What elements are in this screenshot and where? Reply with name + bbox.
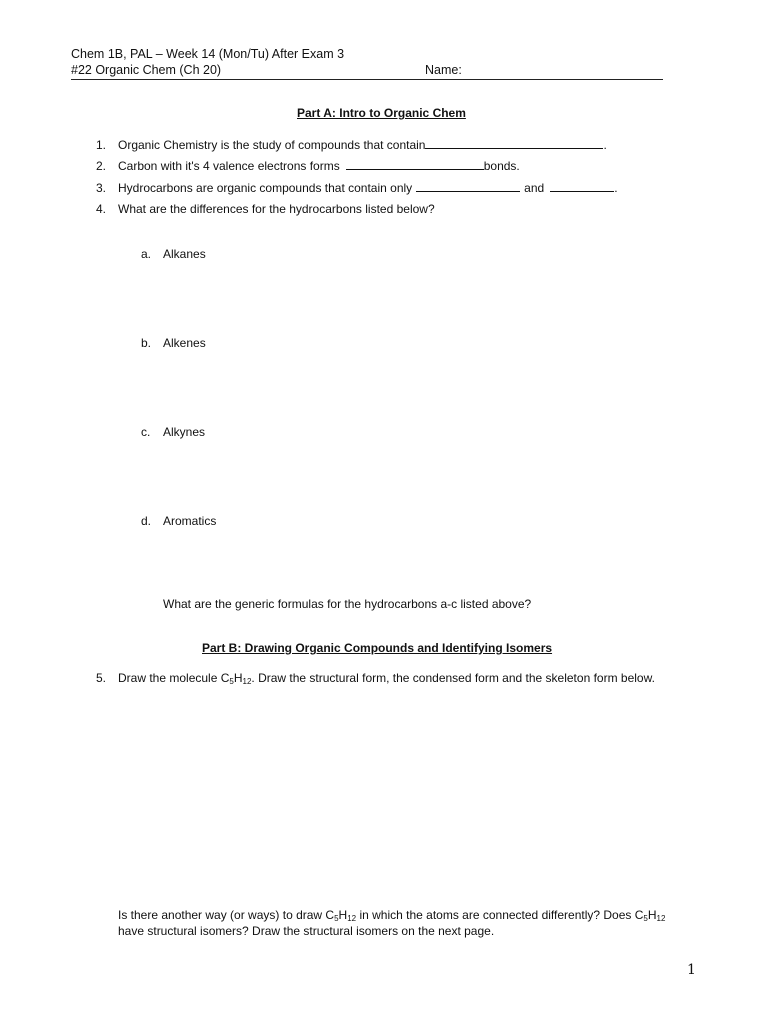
subitem-letter: c. <box>141 425 151 439</box>
subitem-letter: a. <box>141 247 152 261</box>
answer-blank[interactable] <box>416 180 520 192</box>
subitem-letter: d. <box>141 514 152 528</box>
q5-subscript: 5 <box>229 677 234 686</box>
isomer-subscript: 12 <box>347 914 357 923</box>
subitem-alkenes <box>141 336 206 350</box>
answer-blank[interactable] <box>425 137 603 149</box>
isomer-subscript: 5 <box>643 914 648 923</box>
question-end: bonds. <box>483 159 520 173</box>
question-number: 3. <box>96 181 107 195</box>
generic-formulas-question: What are the generic formulas for the hydrocarbons a-c listed above? <box>163 597 532 611</box>
subitem-label: Alkynes <box>163 425 206 439</box>
q5-subscript: 12 <box>242 677 252 686</box>
isomer-text: H <box>647 908 657 922</box>
name-label: Name: <box>425 63 462 77</box>
part-b-title: Part B: Drawing Organic Compounds and Identifying Isomers <box>202 641 553 655</box>
answer-blank[interactable] <box>550 180 614 192</box>
header-line-2: #22 Organic Chem (Ch 20) <box>71 63 222 77</box>
isomer-subscript: 5 <box>334 914 339 923</box>
question-text: Organic Chemistry is the study of compounds that contain <box>118 138 426 152</box>
question-3 <box>96 180 618 195</box>
subitem-label: Alkenes <box>163 336 206 350</box>
subitem-letter: b. <box>141 336 152 350</box>
q5-text-h: H <box>233 671 243 685</box>
question-and: and <box>524 181 545 195</box>
question-number: 4. <box>96 202 107 216</box>
question-end: . <box>603 138 607 152</box>
isomer-subscript: 12 <box>656 914 666 923</box>
part-a-title: Part A: Intro to Organic Chem <box>297 106 466 120</box>
subitem-label: Alkanes <box>163 247 206 261</box>
isomer-text: in which the atoms are connected differently? Does C <box>356 908 644 922</box>
isomer-question-line-2: have structural isomers? Draw the structural isomers on the next page. <box>118 924 495 938</box>
question-1 <box>96 137 607 152</box>
question-text: Hydrocarbons are organic compounds that contain only <box>118 181 413 195</box>
header-line-1: Chem 1B, PAL – Week 14 (Mon/Tu) After Exam 3 <box>71 47 345 61</box>
page-number: 1 <box>687 962 696 978</box>
subitem-label: Aromatics <box>163 514 217 528</box>
question-4 <box>96 202 435 216</box>
question-text: Carbon with it's 4 valence electrons forms <box>118 159 340 173</box>
question-text: What are the differences for the hydrocarbons listed below? <box>118 202 435 216</box>
question-number: 2. <box>96 159 107 173</box>
isomer-question-line-1 <box>118 908 665 922</box>
question-end: . <box>614 181 618 195</box>
header-rule <box>71 79 663 80</box>
question-2 <box>96 158 520 173</box>
subitem-aromatics <box>141 514 216 528</box>
answer-blank[interactable] <box>346 158 484 170</box>
question-5 <box>96 671 655 685</box>
isomer-text: H <box>338 908 348 922</box>
subitem-alkanes <box>141 247 206 261</box>
q5-text-pre: Draw the molecule C <box>118 671 230 685</box>
question-number: 5. <box>96 671 107 685</box>
isomer-text: Is there another way (or ways) to draw C <box>118 908 335 922</box>
question-number: 1. <box>96 138 107 152</box>
q5-text-post: . Draw the structural form, the condensed form and the skeleton form below. <box>251 671 655 685</box>
subitem-alkynes <box>141 425 205 439</box>
